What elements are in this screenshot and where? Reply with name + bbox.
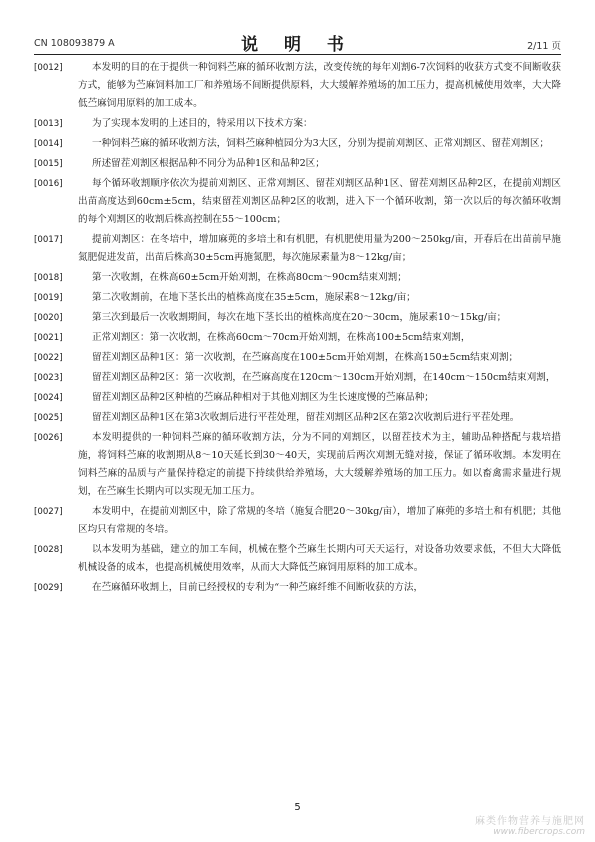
paragraph-number: [0022] [34,353,63,363]
paragraph [34,59,561,113]
paragraph [34,541,561,577]
paragraph-number: [0015] [34,159,63,169]
paragraph-text: 提前刈割区：在冬培中，增加麻蔸的多培土和有机肥，有机肥使用量为200～250kg/亩，开春后在出苗前早施氮肥促进发苗，出苗后株高30±5cm再施氮肥，每次施尿素量为8～12kg/亩； [78,234,561,263]
watermark-site-name: 麻类作物营养与施肥网 [475,816,585,827]
paragraph [34,175,561,229]
paragraph [34,269,561,287]
header-divider [34,54,561,55]
paragraph-number: [0017] [34,235,63,245]
paragraph-text: 本发明的目的在于提供一种饲料苎麻的循环收割方法，改变传统的每年刈割6-7次饲料的收获方式变不间断收获方式，能够为苎麻饲料加工厂和养殖场不间断提供原料，大大缓解养殖场的加工压力，提高机械使用效率，大大降低苎麻饲用原料的加工成本。 [78,62,561,109]
paragraph [34,369,561,387]
paragraph [34,579,561,597]
paragraph-text: 留茬刈割区品种1区在第3次收割后进行平茬处理，留茬刈割区品种2区在第2次收割后进行平茬处理。 [92,412,520,423]
paragraph-number: [0024] [34,393,63,403]
page-header [34,28,561,55]
paragraph-number: [0023] [34,373,63,383]
paragraph [34,329,561,347]
paragraph-text: 一种饲料苎麻的循环收割方法，饲料苎麻种植园分为3大区，分别为提前刈割区、正常刈割区、留茬刈割区； [92,138,550,149]
paragraph-text: 留茬刈割区品种1区：第一次收割，在苎麻高度在100±5cm开始刈割，在株高150±5cm结束刈割； [92,352,519,363]
paragraph [34,503,561,539]
paragraph [34,289,561,307]
description-body [34,59,561,597]
paragraph [34,309,561,327]
paragraph-number: [0018] [34,273,63,283]
watermark-url: www.fibercrops.com [493,827,585,837]
paragraph-text: 所述留茬刈割区根据品种不同分为品种1区和品种2区； [92,158,325,169]
paragraph-text: 本发明中，在提前刈割区中，除了常规的冬培（施复合肥20～30kg/亩），增加了麻蔸的多培土和有机肥；其他区均只有常规的冬培。 [78,506,561,535]
paragraph-number: [0028] [34,545,63,555]
paragraph-number: [0027] [34,507,63,517]
paragraph [34,135,561,153]
paragraph-text: 第一次收割，在株高60±5cm开始刈割，在株高80cm～90cm结束刈割； [92,272,407,283]
paragraph-number: [0013] [34,119,63,129]
paragraph-text: 以本发明为基础，建立的加工车间，机械在整个苎麻生长期内可天天运行，对设备功效要求低，不但大大降低机械设备的成本，也提高机械使用效率，从而大大降低苎麻饲用原料的加工成本。 [78,544,561,573]
paragraph-text: 第三次到最后一次收割期间，每次在地下茎长出的植株高度在20～30cm，施尿素10～15kg/亩； [92,312,507,323]
paragraph-number: [0012] [34,63,63,73]
paragraph-text: 为了实现本发明的上述目的，特采用以下技术方案： [92,118,313,129]
paragraph-number: [0016] [34,179,63,189]
page-of-total: 2/11 页 [527,41,561,52]
patent-number: CN 108093879 A [34,38,115,49]
paragraph-number: [0029] [34,583,63,593]
paragraph-text: 正常刈割区：第一次收割，在株高60cm～70cm开始刈割，在株高100±5cm结束刈割， [92,332,471,343]
paragraph-number: [0014] [34,139,63,149]
paragraph-number: [0025] [34,413,63,423]
paragraph [34,155,561,173]
paragraph [34,231,561,267]
paragraph-number: [0019] [34,293,63,303]
paragraph [34,409,561,427]
paragraph-text: 第二次收割前，在地下茎长出的植株高度在35±5cm，施尿素8～12kg/亩； [92,292,416,303]
page-number: 5 [294,802,301,813]
paragraph [34,429,561,501]
watermark [475,812,585,837]
paragraph [34,389,561,407]
paragraph [34,349,561,367]
document-title: 说 明 书 [241,35,354,55]
paragraph-text: 留茬刈割区品种2区：第一次收割，在苎麻高度在120cm～130cm开始刈割，在140cm～150cm结束刈割， [92,372,556,383]
paragraph-number: [0020] [34,313,63,323]
paragraph-number: [0021] [34,333,63,343]
paragraph-text: 在苎麻循环收割上，目前已经授权的专利为“一种苎麻纤维不间断收获的方法， [92,582,424,593]
paragraph-text: 本发明提供的一种饲料苎麻的循环收割方法，分为不同的刈割区，以留茬技术为主，辅助品种搭配与栽培措施，将饲料苎麻的收割期从8～10天延长到30～40天，实现前后两次刈割无缝对接，保证了循环收割。本发明在饲料苎麻的品质与产量保持稳定的前提下持续供给养殖场，大大缓解养殖场的加工压力。如以畜禽需求量进行规划，在苎麻生长期内可以实现无加工压力。 [78,432,561,497]
paragraph [34,115,561,133]
paragraph-number: [0026] [34,433,63,443]
paragraph-text: 留茬刈割区品种2区种植的苎麻品种相对于其他刈割区为生长速度慢的苎麻品种； [92,392,434,403]
paragraph-text: 每个循环收割顺序依次为提前刈割区、正常刈割区、留茬刈割区品种1区、留茬刈割区品种2区，在提前刈割区出苗高度达到60cm±5cm，结束留茬刈割区品种2区的收割，进入下一个循环收割，第一次以后的每次循环收割的每个刈割区的收割后株高控制在55～100cm； [78,178,561,225]
